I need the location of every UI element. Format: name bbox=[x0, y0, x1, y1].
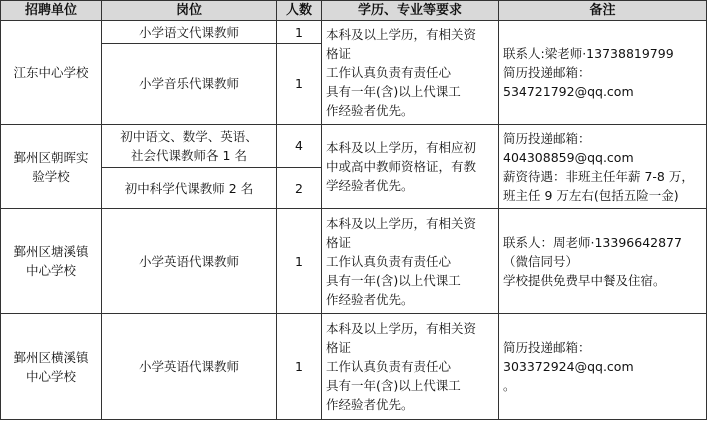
unit-name: 中心学校 bbox=[25, 263, 76, 279]
unit-cell bbox=[1, 125, 102, 209]
requirements-line: 学经验者优先。 bbox=[326, 178, 414, 194]
requirements-cell bbox=[322, 314, 499, 420]
unit-cell bbox=[1, 21, 102, 125]
remarks-cell bbox=[499, 314, 707, 420]
requirements-line: 具有一年(含)以上代课工 bbox=[326, 378, 461, 394]
position-cell: 小学音乐代课教师 bbox=[102, 43, 277, 124]
unit-cell bbox=[1, 314, 102, 420]
position-cell: 小学英语代课教师 bbox=[102, 314, 277, 420]
position-cell bbox=[102, 125, 277, 168]
requirements-line: 具有一年(含)以上代课工 bbox=[326, 84, 461, 100]
unit-name: 鄞州区朝晖实 bbox=[13, 149, 89, 165]
position-cell: 小学英语代课教师 bbox=[102, 209, 277, 314]
count-cell: 1 bbox=[277, 43, 322, 124]
requirements-line: 作经验者优先。 bbox=[326, 291, 414, 307]
remarks-line: 联系人:梁老师·13738819799 bbox=[503, 46, 674, 62]
remarks-line: 534721792@qq.com bbox=[503, 84, 634, 100]
table-row bbox=[1, 125, 707, 168]
requirements-line: 中或高中教师资格证，有教 bbox=[326, 159, 477, 175]
count-cell: 4 bbox=[277, 125, 322, 168]
requirements-line: 本科及以上学历，有相关资 bbox=[326, 215, 477, 231]
requirements-cell bbox=[322, 125, 499, 209]
requirements-line: 格证 bbox=[326, 340, 352, 356]
count-cell: 2 bbox=[277, 167, 322, 209]
header-unit: 招聘单位 bbox=[1, 1, 102, 21]
remarks-line: 联系人：周老师·13396642877 bbox=[503, 234, 682, 250]
header-count: 人数 bbox=[277, 1, 322, 21]
count-cell: 1 bbox=[277, 209, 322, 314]
unit-cell bbox=[1, 209, 102, 314]
requirements-line: 具有一年(含)以上代课工 bbox=[326, 272, 461, 288]
unit-name: 鄞州区横溪镇 bbox=[13, 349, 89, 365]
header-remarks: 备注 bbox=[499, 1, 707, 21]
requirements-line: 格证 bbox=[326, 234, 352, 250]
count-cell: 1 bbox=[277, 314, 322, 420]
requirements-line: 工作认真负责有责任心 bbox=[326, 253, 452, 269]
requirements-line: 作经验者优先。 bbox=[326, 397, 414, 413]
table-row bbox=[1, 21, 707, 43]
header-requirements: 学历、专业等要求 bbox=[322, 1, 499, 21]
position-cell: 小学语文代课教师 bbox=[102, 21, 277, 43]
remarks-line: 学校提供免费早中餐及住宿。 bbox=[503, 272, 666, 288]
position-cell: 初中科学代课教师 2 名 bbox=[102, 167, 277, 209]
position-line: 初中语文、数学、英语、 bbox=[120, 128, 258, 144]
remarks-line: 班主任 9 万左右(包括五险一金) bbox=[503, 187, 679, 203]
unit-name: 鄞州区塘溪镇 bbox=[13, 244, 89, 260]
table-row bbox=[1, 209, 707, 314]
requirements-line: 工作认真负责有责任心 bbox=[326, 65, 452, 81]
unit-name: 中心学校 bbox=[25, 368, 76, 384]
position-line: 社会代课教师各 1 名 bbox=[131, 147, 247, 163]
remarks-line: 简历投递邮箱： bbox=[503, 340, 591, 356]
remarks-line: 简历投递邮箱： bbox=[503, 130, 591, 146]
remarks-line: 简历投递邮箱： bbox=[503, 65, 591, 81]
count-cell: 1 bbox=[277, 21, 322, 43]
requirements-line: 本科及以上学历，有相关资 bbox=[326, 321, 477, 337]
requirements-line: 工作认真负责有责任心 bbox=[326, 359, 452, 375]
requirements-line: 本科及以上学历，有相关资 bbox=[326, 27, 477, 43]
remarks-line: 404308859@qq.com bbox=[503, 149, 634, 165]
requirements-cell bbox=[322, 21, 499, 125]
remarks-line: （微信同号） bbox=[503, 253, 579, 269]
header-row bbox=[1, 1, 707, 21]
remarks-line: 薪资待遇：非班主任年薪 7-8 万， bbox=[503, 168, 694, 184]
unit-name: 验学校 bbox=[32, 168, 70, 184]
unit-name: 江东中心学校 bbox=[13, 65, 89, 81]
remarks-cell bbox=[499, 209, 707, 314]
remarks-line: 。 bbox=[503, 378, 516, 394]
requirements-cell bbox=[322, 209, 499, 314]
requirements-line: 格证 bbox=[326, 46, 352, 62]
requirements-line: 作经验者优先。 bbox=[326, 103, 414, 119]
remarks-cell bbox=[499, 125, 707, 209]
requirements-line: 本科及以上学历，有相应初 bbox=[326, 140, 477, 156]
header-position: 岗位 bbox=[102, 1, 277, 21]
remarks-cell bbox=[499, 21, 707, 125]
table-row bbox=[1, 314, 707, 420]
remarks-line: 303372924@qq.com bbox=[503, 359, 634, 375]
